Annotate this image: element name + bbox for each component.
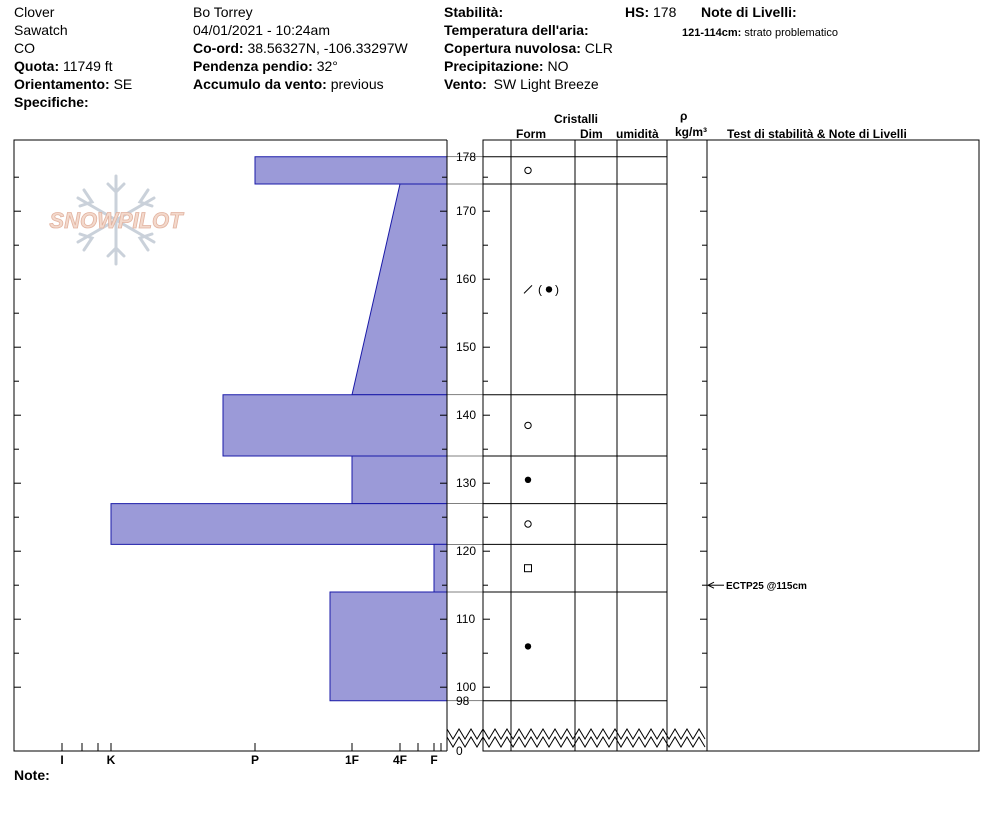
depth-label: 0 (456, 744, 463, 758)
hardness-label-p: P (250, 753, 260, 767)
coord-value: 38.56327N, -106.33297W (247, 40, 408, 56)
stability-test-label: ECTP25 @115cm (726, 581, 807, 593)
hardness-label-k: K (106, 753, 116, 767)
range: Sawatch (14, 22, 68, 38)
depth-label: 150 (456, 340, 477, 355)
form-header: Form (516, 127, 546, 141)
datetime: 04/01/2021 - 10:24am (193, 22, 330, 38)
hs-value: 178 (653, 4, 677, 20)
hardness-label-f: F (430, 753, 438, 767)
melt-form-icon (525, 477, 531, 483)
hardness-layer-1 (352, 184, 447, 395)
melt-form-icon (525, 643, 531, 649)
cloud-value: CLR (584, 40, 613, 56)
break-line-upper (447, 729, 705, 739)
rounded-grain-icon (525, 521, 531, 527)
layer-note-text: strato problematico (744, 27, 838, 39)
faceted-crystal-icon (525, 565, 532, 572)
hs-label: HS: (625, 4, 650, 20)
precip-value: NO (547, 58, 569, 74)
hardness-label-1f: 1F (344, 753, 360, 767)
tests-notes-header: Test di stabilità & Note di Livelli (727, 127, 907, 141)
layer-note-depth: 121-114cm: (682, 27, 742, 39)
aspect-label: Orientamento: (14, 76, 110, 92)
precip-label: Precipitazione: (444, 58, 544, 74)
rho-header: ρ (680, 109, 688, 123)
air-temp-label: Temperatura dell'aria: (444, 22, 589, 38)
elevation-value: 11749 ft (63, 58, 113, 74)
moisture-header: umidità (616, 127, 659, 141)
wind-value: SW Light Breeze (493, 76, 599, 92)
density-unit-header: kg/m³ (675, 125, 708, 139)
depth-label: 130 (456, 476, 477, 491)
cloud-label: Copertura nuvolosa: (444, 40, 581, 56)
paren-close-icon: ) (555, 282, 559, 297)
hardness-label-i: I (60, 753, 64, 767)
depth-label: 160 (456, 272, 477, 287)
observer: Bo Torrey (193, 4, 253, 20)
depth-label: 120 (456, 544, 477, 559)
crystal-table-frame (483, 140, 979, 751)
aspect-value: SE (113, 76, 133, 92)
rounded-grain-icon (525, 422, 531, 428)
break-line-lower (447, 737, 705, 747)
fragment-icon (524, 285, 532, 293)
crystals-header: Cristalli (554, 112, 599, 126)
melt-form-secondary-icon (546, 286, 552, 292)
layer-notes-label: Note di Livelli: (701, 4, 797, 20)
depth-label: 110 (456, 612, 476, 627)
dim-header: Dim (580, 127, 603, 141)
wind-label: Vento: (444, 76, 487, 92)
depth-label: 170 (456, 204, 477, 219)
paren-open-icon: ( (538, 282, 542, 297)
hardness-layer-3 (352, 456, 447, 504)
wind-load-label: Accumulo da vento: (193, 76, 327, 92)
hardness-layer-4 (111, 504, 447, 545)
hardness-label-4f: 4F (392, 753, 408, 767)
depth-label: 100 (456, 680, 477, 695)
slope-label: Pendenza pendio: (193, 58, 313, 74)
depth-label: 140 (456, 408, 477, 423)
location: Clover (14, 4, 55, 20)
slope-value: 32° (316, 58, 338, 74)
coord-label: Co-ord: (193, 40, 244, 56)
specifics-label: Specifiche: (14, 94, 89, 110)
depth-label: 98 (456, 693, 470, 708)
elevation-label: Quota: (14, 58, 60, 74)
logo-text: SNOWPILOT (49, 208, 183, 233)
rounded-grain-icon (525, 167, 531, 173)
wind-load-value: previous (330, 76, 384, 92)
hardness-layer-0 (255, 157, 447, 184)
hardness-layer-2 (223, 395, 447, 456)
state: CO (14, 40, 35, 56)
stability-label: Stabilità: (444, 4, 504, 20)
hardness-layer-6 (330, 592, 447, 701)
depth-label: 178 (456, 149, 477, 164)
note-label: Note: (14, 767, 50, 783)
